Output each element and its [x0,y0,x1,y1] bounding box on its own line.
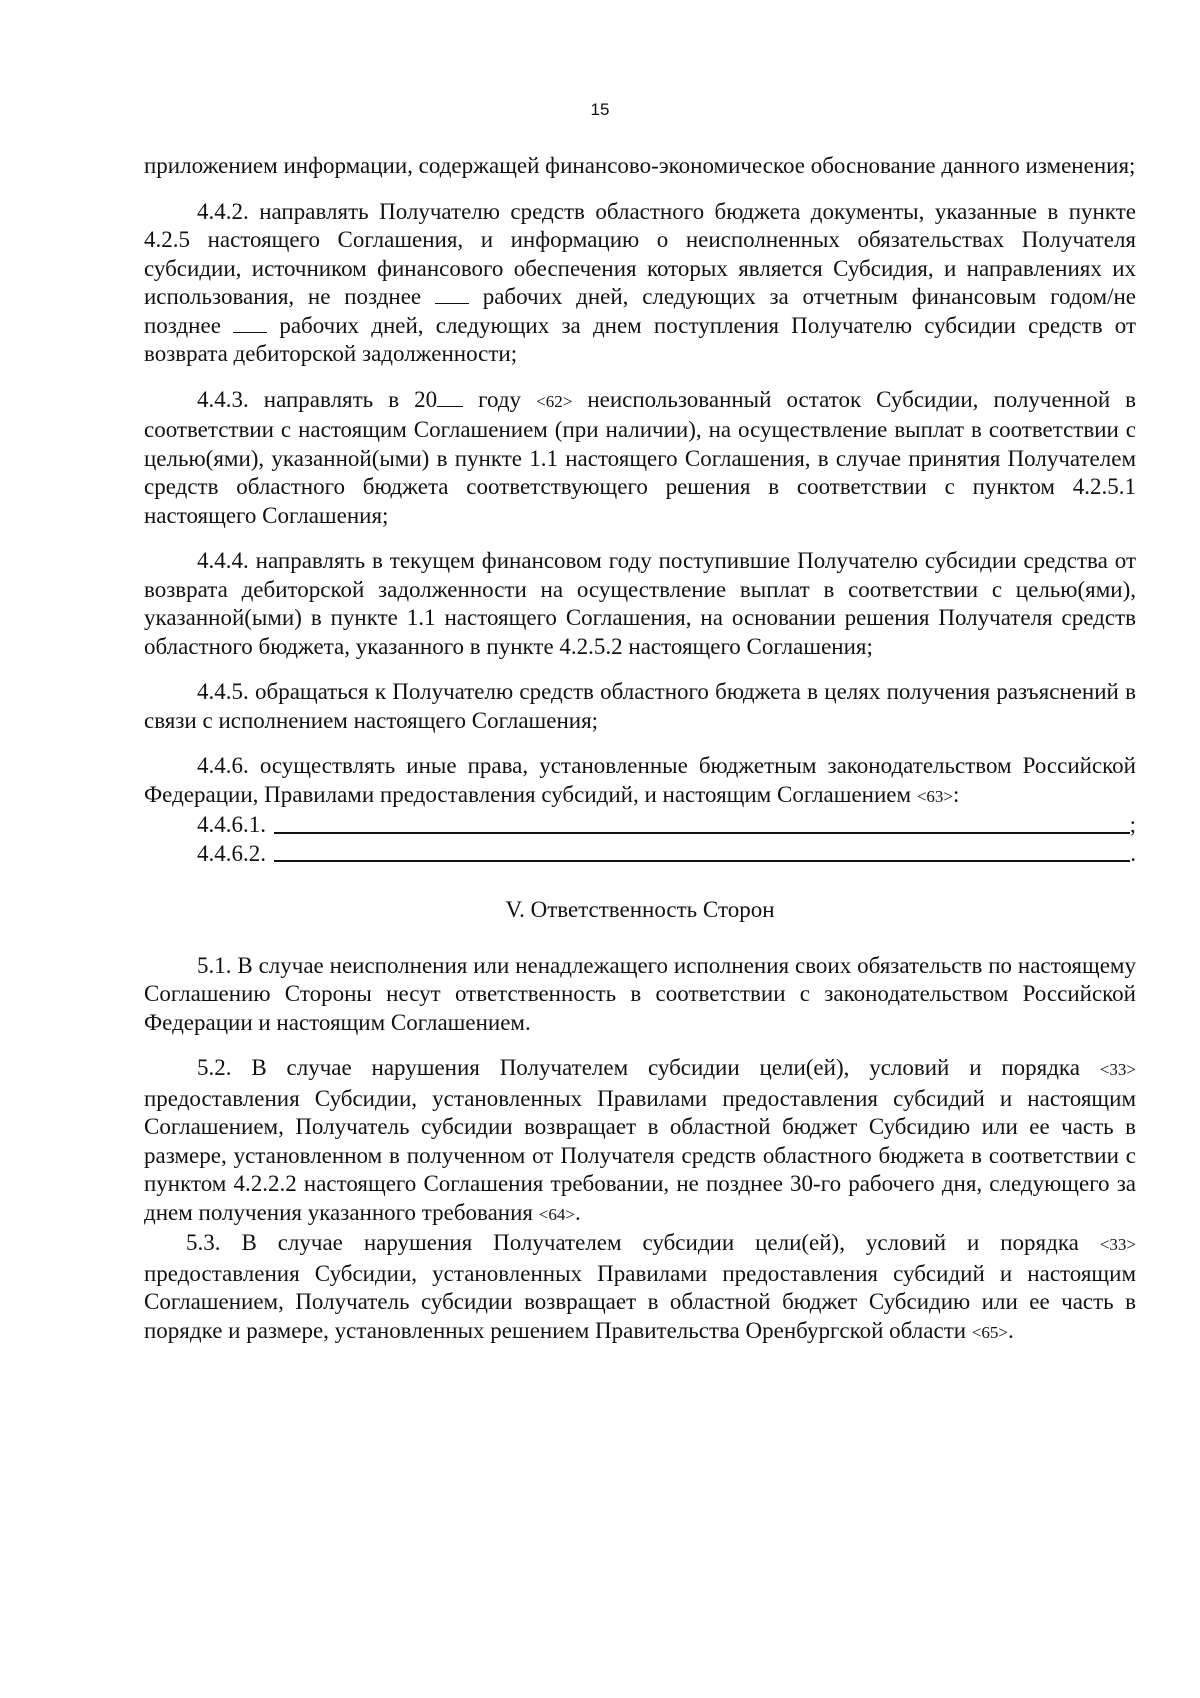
subitem-4-4-6-1-number: 4.4.6.1. [197,812,266,837]
paragraph-5-3-text-a: 5.3. В случае нарушения Получателем субсидии цели(ей), условий и порядка [186,1230,1079,1255]
paragraph-5-2 [144,1054,1136,1229]
paragraph-4-4-3-text-b: году [478,386,522,412]
document-body [144,152,1136,1347]
paragraph-4-4-3-text-c: неиспользованный остаток Субсидии, полученной в соответствии с настоящим Соглашением (при наличии), на осуществление выплат в соответствии с целью(ями), указанной(ыми) в пункте 1.1 настоящего Соглашения, в случае принятия Получателем средств областного бюджета соответствующего решения в соответствии с пунктом 4.2.5.1 настоящего Соглашения; [144,386,1137,528]
paragraph-continuation: приложением информации, содержащей финансово-экономическое обоснование данного изменения; [144,153,1136,178]
paragraph-4-4-2-text-b: рабочих дней, следующих за отчетным финансовым годом/не позднее [144,284,1137,338]
subitem-4-4-6-1-end: ; [1129,812,1136,837]
paragraph-5-2-end: . [574,1199,581,1225]
paragraph-4-4-3-text-a: 4.4.3. направлять в 20 [197,386,438,412]
paragraph-5-3 [144,1229,1136,1347]
paragraph-4-4-6-text: 4.4.6. осуществлять иные права, установленные бюджетным законодательством Российской Федерации, Правилами предоставления субсидий, и настоящим Соглашением [144,753,1136,807]
paragraph-4-4-2-text-a: 4.4.2. направлять Получателю средств областного бюджета документы, указанные в пункте 4.2.5 настоящего Соглашения, и информацию о неисполненных обязательствах Получателя субсидии, источником финансового обеспечения которых является Субсидия, и направлениях их использования, не позднее [144,198,1136,309]
paragraph-5-1: 5.1. В случае неисполнения или ненадлежащего исполнения своих обязательств по настоящему Соглашению Стороны несут ответственность в соответствии с законодательством Российской Федерации и настоящим Соглашением. [144,952,1136,1035]
blank-year [437,388,463,407]
footnote-ref-33-a: <33> [1099,1060,1136,1079]
blank-days-2 [233,314,267,333]
subitem-4-4-6-1 [144,811,1136,840]
page-number: 15 [590,100,610,119]
footnote-ref-64: <64> [538,1204,575,1224]
paragraph-5-2-text-a: 5.2. В случае нарушения Получателем субсидии цели(ей), условий и порядка [197,1055,1080,1080]
paragraph-4-4-6 [144,752,1136,811]
section-v-title: V. Ответственность Сторон [505,897,775,922]
footnote-ref-65: <65> [971,1322,1008,1342]
paragraph-4-4-3 [144,386,1136,531]
paragraph-5-3-end: . [1008,1317,1014,1343]
footnote-ref-63: <63> [916,786,954,806]
paragraph-4-4-5: 4.4.5. обращаться к Получателю средств областного бюджета в целях получения разъяснений в связи с исполнением настоящего Соглашения; [144,679,1136,733]
paragraph-4-4-2-text-c: рабочих дней, следующих за днем поступления Получателю субсидии средств от возврата дебиторской задолженности; [144,312,1137,366]
subitem-4-4-6-2-blank [274,840,1130,862]
paragraph-4-4-2 [144,198,1136,369]
subitem-4-4-6-1-blank [274,812,1130,834]
footnote-ref-62: <62> [536,391,573,411]
paragraph-5-2-text-b: предоставления Субсидии, установленных Правилами предоставления субсидий и настоящим Соглашением, Получатель субсидии возвращает в областной бюджет Субсидию или ее часть в размере, установленном в полученном от Получателя средств областного бюджета в соответствии с пунктом 4.2.2.2 настоящего Соглашения требовании, не позднее 30-го рабочего дня, следующего за днем получения указанного требования [144,1085,1136,1225]
paragraph-5-3-text-b: предоставления Субсидии, установленных Правилами предоставления субсидий и настоящим Соглашением, Получатель субсидии возвращает в областной бюджет Субсидию или ее часть в порядке и размере, установленных решением Правительства Оренбургской области [144,1260,1136,1343]
subitem-4-4-6-2-number: 4.4.6.2. [197,840,266,866]
paragraph-4-4-4: 4.4.4. направлять в текущем финансовом году поступившие Получателю субсидии средства от возврата дебиторской задолженности на осуществление выплат в соответствии с целью(ями), указанной(ыми) в пункте 1.1 настоящего Соглашения, на основании решения Получателя средств областного бюджета, указанного в пункте 4.2.5.2 настоящего Соглашения; [144,548,1136,659]
footnote-ref-33-b: <33> [1099,1235,1136,1254]
blank-days-1 [435,285,469,304]
paragraph-4-4-6-end: : [953,781,960,807]
subitem-4-4-6-2 [144,840,1136,869]
subitem-4-4-6-2-end: . [1130,840,1136,866]
